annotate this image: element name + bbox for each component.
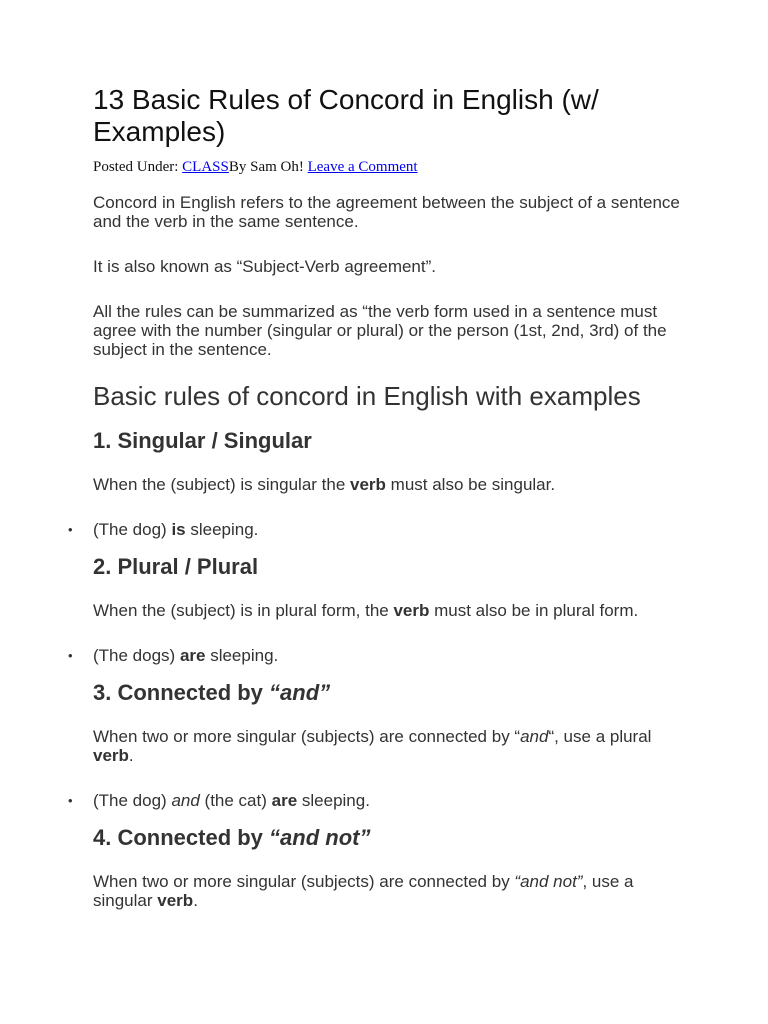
example-text: (The dogs) (93, 646, 180, 665)
desc-italic: “and not” (514, 872, 583, 891)
desc-text: must also be singular. (385, 475, 556, 494)
desc-bold: verb (393, 601, 430, 620)
desc-text: When the (subject) is singular the (93, 475, 351, 494)
section-heading: Basic rules of concord in English with examples (93, 381, 641, 411)
intro-paragraph: All the rules can be summarized as “the verb form used in a sentence must agree with the number (singular or plural) or the person (1st, 2nd, 3rd) of the subject in the sentence. (93, 302, 667, 359)
heading-text: 3. Connected by (93, 680, 270, 705)
desc-text: “, use a plural (548, 727, 652, 746)
example-bold: are (271, 791, 298, 810)
example-text: (The dog) (93, 520, 172, 539)
byline: By Sam Oh! (228, 159, 308, 175)
bullet-icon: • (68, 793, 73, 808)
article (68, 84, 683, 910)
desc-bold: verb (157, 891, 194, 910)
post-meta (93, 158, 683, 176)
desc-text: , use a singular (93, 872, 634, 910)
desc-text: When the (subject) is in plural form, the (93, 601, 394, 620)
list-item (68, 791, 683, 810)
example-text: (the cat) (199, 791, 272, 810)
intro-paragraph: Concord in English refers to the agreement between the subject of a sentence and the verb in the same sentence. (93, 193, 680, 231)
rule-description (93, 727, 683, 765)
example-bold: are (179, 646, 206, 665)
list-item (68, 646, 683, 665)
example-list (68, 646, 683, 665)
example-text: sleeping. (185, 520, 259, 539)
heading-italic: “and” (269, 680, 331, 705)
posted-under-label: Posted Under: (93, 159, 183, 175)
category-link[interactable]: CLASS (182, 159, 229, 175)
rule-heading: 2. Plural / Plural (93, 554, 259, 579)
desc-italic: and (520, 727, 549, 746)
rule-heading (93, 680, 683, 706)
rule-heading: 1. Singular / Singular (93, 428, 312, 453)
desc-text: must also be in plural form. (429, 601, 639, 620)
desc-text: . (128, 746, 134, 765)
page-title: 13 Basic Rules of Concord in English (w/ Examples) (93, 84, 599, 147)
heading-text: 4. Connected by (93, 825, 270, 850)
desc-bold: verb (350, 475, 386, 494)
rule-description (93, 872, 683, 910)
example-bold: is (171, 520, 186, 539)
leave-comment-link[interactable]: Leave a Comment (307, 159, 418, 175)
rule-description (93, 601, 683, 620)
desc-text: . (193, 891, 198, 910)
desc-bold: verb (93, 746, 129, 765)
intro-paragraph: It is also known as “Subject-Verb agreement”. (93, 257, 436, 276)
example-text: sleeping. (205, 646, 279, 665)
desc-text: When two or more singular (subjects) are connected by (93, 872, 515, 891)
bullet-icon: • (68, 522, 73, 537)
example-list (68, 791, 683, 810)
example-text: (The dog) (93, 791, 172, 810)
example-list (68, 520, 683, 539)
example-text: sleeping. (297, 791, 370, 810)
bullet-icon: • (68, 648, 73, 663)
heading-italic: “and not” (269, 825, 371, 850)
example-italic: and (171, 791, 200, 810)
desc-text: When two or more singular (subjects) are connected by “ (93, 727, 521, 746)
list-item (68, 520, 683, 539)
rule-description (93, 475, 683, 494)
rule-heading (93, 825, 683, 851)
